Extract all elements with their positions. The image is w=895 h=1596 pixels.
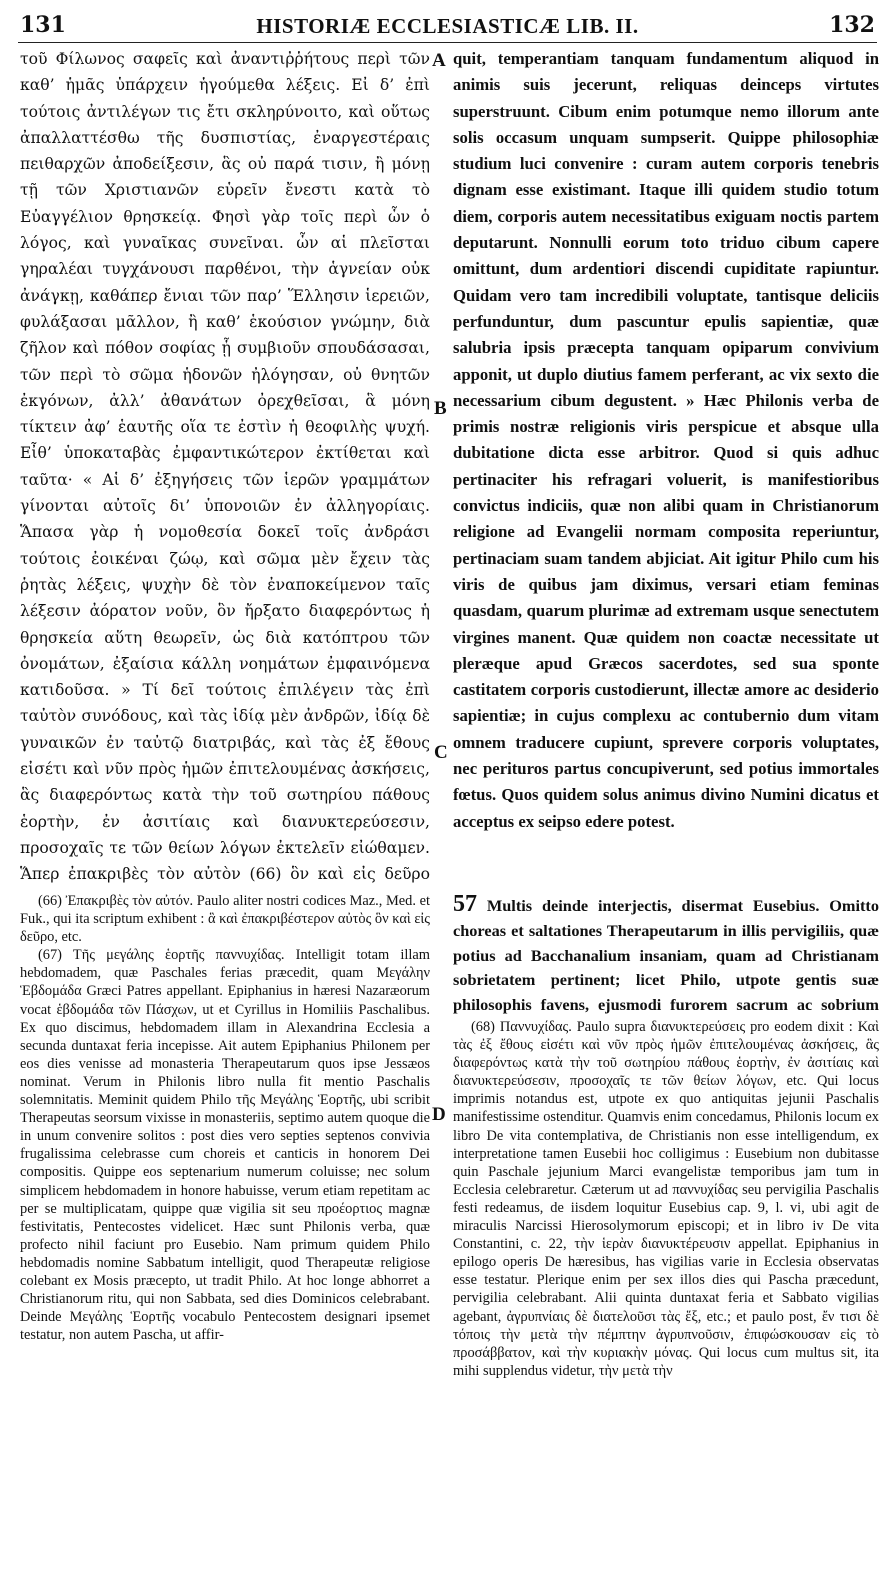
page-number-left: 131 xyxy=(20,12,66,38)
page-header xyxy=(18,8,877,43)
footnotes-right xyxy=(453,1018,879,1592)
footnote-67: (67) Τῆς μεγάλης ἑορτῆς παννυχίδας. Intelligit totam illam hebdomadem, quæ Paschales ferias præcedit, quam Μεγάλην Ἑβδομάδα Græci Patres appellant. Epiphanius in hæresi Nazaræorum vocat ἑβδομάδα τῶν Πάσχων, ut et Cyrillus in Homiliis Paschalibus. Ex quo discimus, hebdomadem illam in Alexandrina Ecclesia a secunda duntaxat feria incepisse. Ait autem Epiphanius Philonem per eos dies venisse ad monasteria Therapeutarum quos ipse Jessæos nominat. Verum in Philonis libro nulla fit mentio Paschalis solemnitatis. Meminit quidem Philo τῆς Μεγάλης Ἑορτῆς, ubi scribit Therapeutas seorsum vixisse in monasteriis, septimo autem quoque die in unum convenire solitos : post dies vero septies septenos convivia frugalissima celebrasse cum choreis et canticis in honorem Dei compositis. Quippe eos septenarium numerum coluisse; nec solum simplicem hebdomadem in honore habuisse, verum etiam repetitam ac per se multiplicatam, quippe quæ vigilia sit seu προέορτιος magnæ festivitatis, Pentecostes videlicet. Hæc sunt Philonis verba, quæ profecto nihil faciunt pro Eusebio. Nam primum quidem Philo hebdomadis nomine Sabbatum intelligit, quod Therapeutæ religiose colebant ex Mosis præcepto, ut tradit Philo. At hoc longe abhorret a Christianorum ritu, qui non Sabbata, sed dies Dominicos celebrabant. Deinde Μεγάλης Ἑορτῆς vocabulo Pentecostem designari ipsemet testatur, non autem Pascha, ut affir- xyxy=(20,947,430,1344)
footnote-68: (68) Παννυχίδας. Paulo supra διανυκτερεύσεις pro eodem dixit : Καὶ τὰς ἐξ ἔθους εἰσέτι καὶ νῦν πρὸς ἡμῶν ἐπιτελουμένας ἀσκήσεις, ἃς διαφερόντως κατὰ τὴν τοῦ σωτηρίου πάθους ἑορτὴν, ἐν ἀσιτίαις καὶ διανυκτερεύσεσιν, προσοχαῖς τε τῶν θείων λόγων, etc. Qui locus imprimis notandus est, utpote ex quo antiquitas jejunii Paschalis manifestissime ostenditur. Quamvis enim concedamus, Philonis locum ex libro De vita contemplativa, de Christianis non esse intelligendum, ex interpretatione tamen Eusebii hoc colligimus : Eusebium non dubitasse quin Paschale jejunium Marci evangelistæ temporibus jam tum in Ecclesia celebraretur. Cæterum ut ad παννυχίδας seu pervigilia Paschalis festi redeamus, de iisdem loquitur Eusebius cap. 9, l. vi, ubi agit de miraculis Narcissi Hierosolymorum episcopi; et in libro iv De vita Constantini, c. 22, τὴν ἱερὰν διανυκτέρευσιν appellat. Epiphanius in epilogo operis De hæresibus, has vigilias varie in Ecclesia observatas esse testatur. Plerique enim per sex illos dies qui Pascha præcedunt, pervigilia celebrabant. Alii quinta duntaxat feria et Sabbato vigilias agebant, ἀγρυπνίαις δὲ διατελοῦσι τὰς ἕξ, etc.; et paulo post, ἔν τισι δὲ τόποις τὴν μετὰ τὴν πέμπτην ἀγρυπνοῦσιν, ἐπιφώσκουσαν εἰς τὸ προσάββατον, καὶ τὴν κυριακὴν μόνας. Qui locus cum multus sit, ita mihi supplendus videtur, τὴν μετὰ τὴν xyxy=(453,1019,879,1379)
footnote-66: (66) Ἐπακριβὲς τὸν αὐτόν. Paulo aliter nostri codices Maz., Med. et Fuk., qui ita scriptum exhibent : ἃ καὶ ἐπακριβέστερον αὐτὸς ὃν καὶ εἰς δεῦρο, etc. xyxy=(20,893,430,946)
section-number: 57 xyxy=(453,892,477,917)
latin-column: quit, temperantiam tanquam fundamentum aliquod in animis suis jecerunt, reliquas deinceps virtutes superstruunt. Cibum enim potumque nemo illorum ante solis occasum unquam sumpserit. Quippe philosophiæ studium luci convenire : curam autem corporis tenebris dignam esse existimant. Itaque illi quidem studio totum diem, corporis autem necessitatibus exiguam noctis partem deputarunt. Nonnulli eorum toto triduo cibum capere omittunt, dum ardentiori discendi cupiditate rapiuntur. Quidam vero tam incredibili voluptate, tantisque deliciis perfunduntur, dum pascuntur epulis sapientiæ, quæ salubria ipsis præcepta tanquam opiparum convivium apponit, ut duplo diutius famem perferant, ac vix sexto die necessarium cibum degustent. » Hæc Philonis verba de primis nostræ religionis viris perspicue et absque ulla dubitatione dicta esse arbitror. Quod si quis adhuc pertinaciter his refragari voluerit, is manifestioribus convictus indiciis, quæ non alibi quam in Christianorum religione ad Evangelii normam composita reperiuntur, pertinaciam suam tandem abjiciat. Ait igitur Philo cum his viris de quibus jam diximus, versari etiam feminas quasdam, quarum plurimæ ad extremam usque senectutem virgines manent. Quæ quidem non coactæ necessitate ut pleræque apud Græcos sacerdotes, sed sua sponte castitatem corporis custodierunt, illectæ amore ac desiderio sapientiæ; in cujus complexu ac contubernio dum vitam omnem traducere cupiunt, sprevere corporis voluptates, nec perituros partus concupiverunt, sed potius immortales fœtus. Quos quidem solus animus divino Numini dicatus et acceptus ex seipso edere potest. xyxy=(453,49,879,831)
margin-letter-c: C xyxy=(434,742,448,763)
latin-column-end xyxy=(453,892,879,1016)
latin-continuation: Multis deinde interjectis, disermat Eusebius. Omitto choreas et saltationes Therapeutarum in illis pervigiliis, quæ potius ad Bacchanalium insaniam, quam ad Christianam sobrietatem pertinent; licet Philo, utpote gentis suæ philosophis favens, ejusmodi furorem sacrum ac sobrium xyxy=(453,896,879,1015)
greek-column: τοῦ Φίλωνος σαφεῖς καὶ ἀναντιῤῥήτους περὶ τῶν καθ’ ἡμᾶς ὑπάρχειν ἡγούμεθα λέξεις. Εἰ δ’ ἐπὶ τούτοις ἀντιλέγων τις ἔτι σκληρύνοιτο, καὶ οὕτως ἀπαλλαττέσθω τῆς δυσπιστίας, ἐναργεστέραις πειθαρχῶν ἀποδείξεσιν, ἃς οὐ παρά τισιν, ἢ μόνῃ τῇ τῶν Χριστιανῶν εὑρεῖν ἔνεστι κατὰ τὸ Εὐαγγέλιον θρησκείᾳ. Φησὶ γὰρ τοῖς περὶ ὧν ὁ λόγος, καὶ γυναῖκας συνεῖναι. ὧν αἱ πλεῖσται γηραλέαι τυγχάνουσι παρθένοι, τὴν ἁγνείαν οὐκ ἀνάγκῃ, καθάπερ ἔνιαι τῶν παρ’ Ἕλλησιν ἱερειῶν, φυλάξασαι μᾶλλον, ἢ καθ’ ἑκούσιον γνώμην, διὰ ζῆλον καὶ πόθον σοφίας ᾗ συμβιοῦν σπουδάσασαι, τῶν περὶ τὸ σῶμα ἡδονῶν ἠλόγησαν, οὐ θνητῶν ἐκγόνων, ἀλλ’ ἀθανάτων ὀρεχθεῖσαι, ἃ μόνη τίκτειν ἀφ’ ἑαυτῆς οἵα τε ἐστὶν ἡ θεοφιλὴς ψυχή. Εἶθ’ ὑποκαταβὰς ἐμφαντικώτερον ἐκτίθεται καὶ ταῦτα· « Αἱ δ’ ἐξηγήσεις τῶν ἱερῶν γραμμάτων γίνονται αὐτοῖς δι’ ὑπονοιῶν ἐν ἀλληγορίαις. Ἅπασα γὰρ ἡ νομοθεσία δοκεῖ τοῖς ἀνδράσι τούτοις ἐοικέναι ζώῳ, καὶ σῶμα μὲν ἔχειν τὰς ῥητὰς λέξεις, ψυχὴν δὲ τὸν ἐναποκείμενον ταῖς λέξεσιν ἀόρατον νοῦν, ὃν ἤρξατο διαφερόντως ἡ θρησκεία αὕτη θεωρεῖν, ὡς διὰ κατόπτρου τῶν ὀνομάτων, ἐξαίσια κάλλη νοημάτων ἐμφαινόμενα κατιδοῦσα. » Τί δεῖ τούτοις ἐπιλέγειν τὰς ἐπὶ ταὐτὸν συνόδους, καὶ τὰς ἰδίᾳ μὲν ἀνδρῶν, ἰδίᾳ δὲ γυναικῶν ἐν ταὐτῷ διατριβάς, καὶ τὰς ἐξ ἔθους εἰσέτι καὶ νῦν πρὸς ἡμῶν ἐπιτελουμένας ἀσκήσεις, ἃς διαφερόντως κατὰ τὴν τοῦ σωτηρίου πάθους ἑορτὴν, ἐν ἀσιτίαις καὶ διανυκτερεύσεσιν, προσοχαῖς τε τῶν θείων λόγων ἐκτελεῖν εἰώθαμεν. Ἅπερ ἐπακριβὲς τὸν αὐτὸν (66) ὃν καὶ εἰς δεῦρο xyxy=(20,50,430,884)
margin-letter-b: B xyxy=(434,398,447,419)
margin-letter-d: D xyxy=(432,1104,446,1125)
margin-letter-a: A xyxy=(432,50,446,71)
page-number-right: 132 xyxy=(829,12,875,38)
footnotes-left xyxy=(20,892,430,1592)
running-head: HISTORIÆ ECCLESIASTICÆ LIB. II. xyxy=(256,14,639,38)
